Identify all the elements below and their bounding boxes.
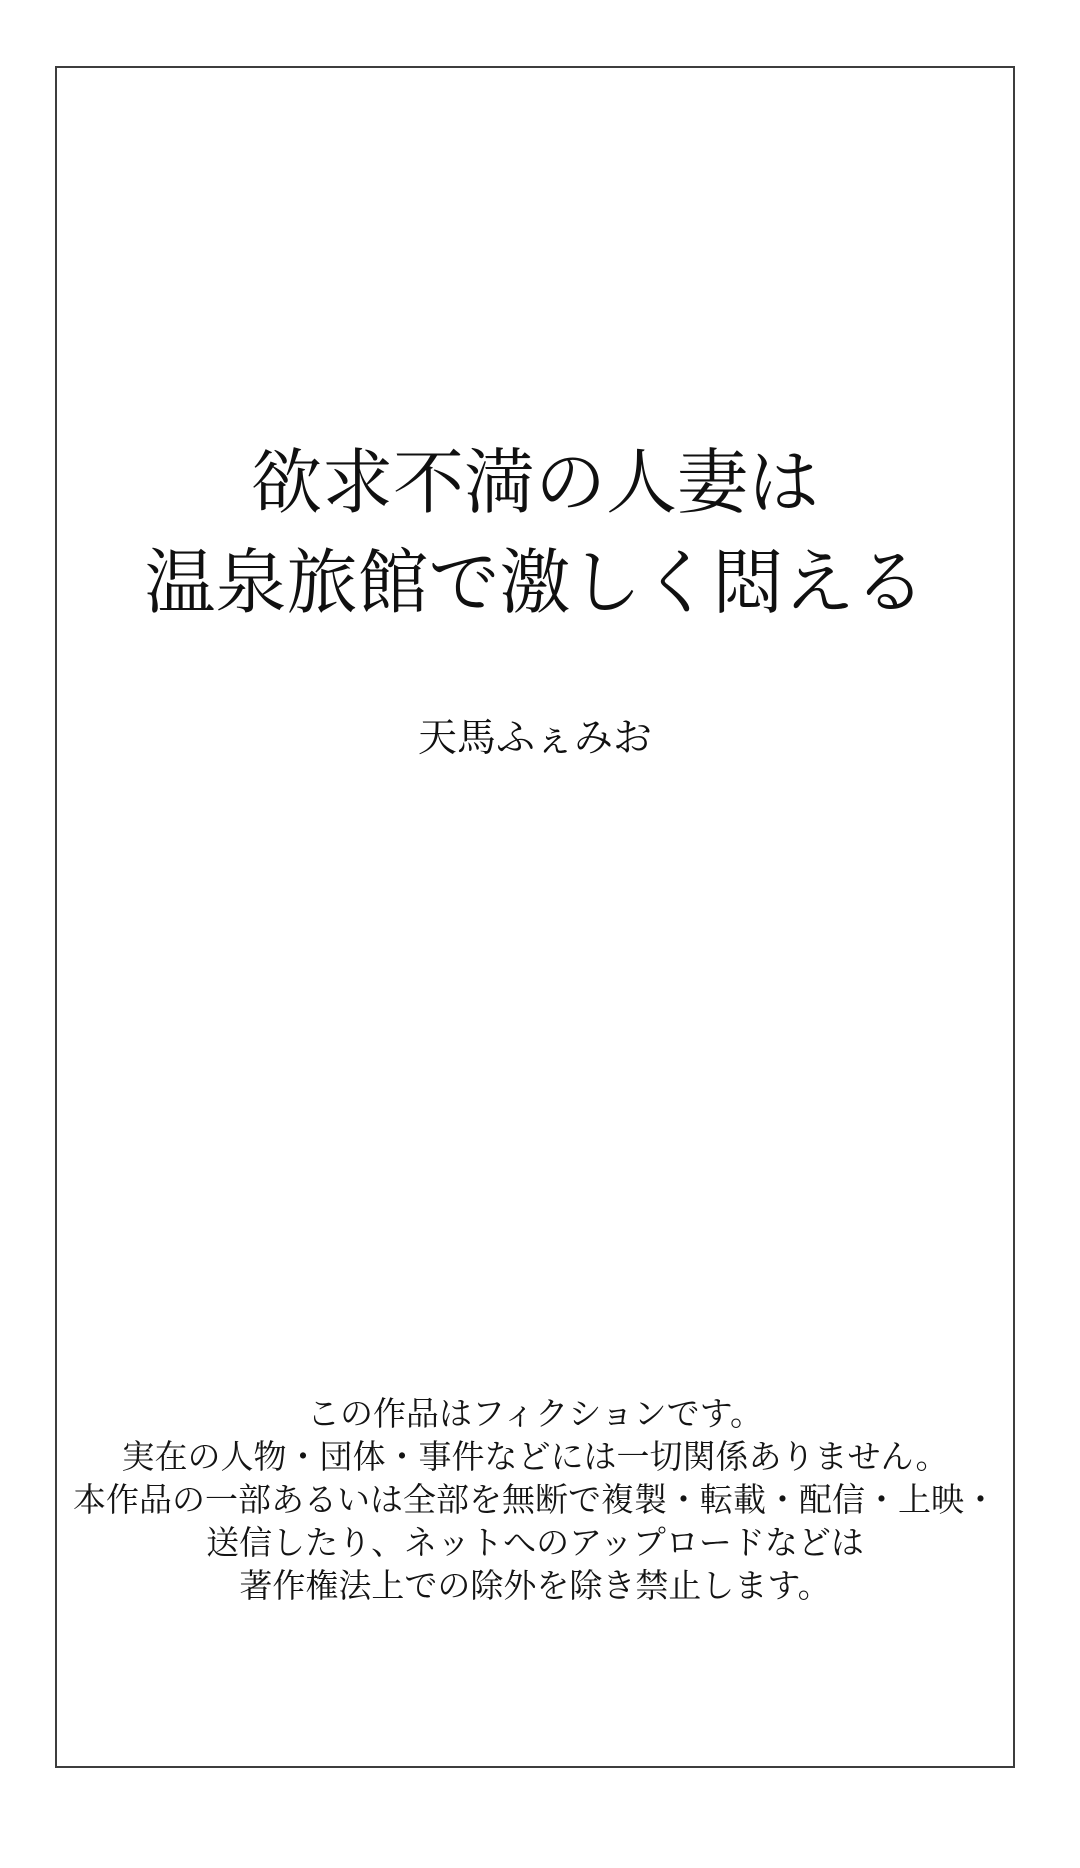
book-title-line2: 温泉旅館で激しく悶える [144, 545, 926, 623]
copyright-disclaimer [57, 1392, 1013, 1607]
book-title [57, 434, 1013, 634]
disclaimer-line-3: 本作品の一部あるいは全部を無断で複製・転載・配信・上映・ [73, 1481, 997, 1518]
disclaimer-line-5: 著作権法上での除外を除き禁止します。 [239, 1567, 831, 1604]
author-name: 天馬ふぇみお [417, 717, 652, 760]
book-title-line1: 欲求不満の人妻は [250, 445, 819, 523]
disclaimer-line-1: この作品はフィクションです。 [306, 1395, 764, 1432]
disclaimer-line-4: 送信したり、ネットへのアップロードなどは [206, 1524, 864, 1561]
disclaimer-line-2: 実在の人物・団体・事件などには一切関係ありません。 [121, 1438, 949, 1475]
page-border-frame [55, 66, 1015, 1768]
